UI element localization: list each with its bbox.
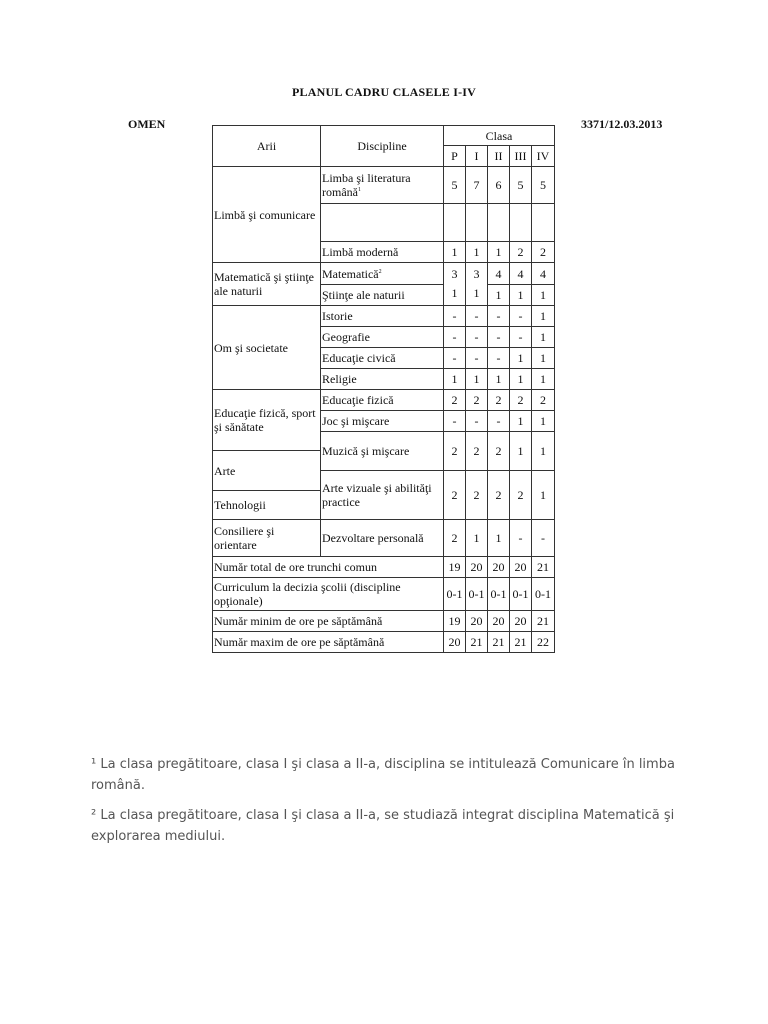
area-limba: Limbă şi comunicare <box>213 167 321 263</box>
discipline-name: Limbă modernă <box>321 242 444 263</box>
table-row <box>213 167 555 204</box>
cds-row <box>213 578 555 611</box>
hours-cell: 0-1 <box>466 578 488 611</box>
hours-cell: 2 <box>466 390 488 411</box>
hours-cell: 1 <box>488 242 510 263</box>
hours-cell: 20 <box>510 611 532 632</box>
table-row <box>213 520 555 557</box>
minimum-row <box>213 611 555 632</box>
grade-header: II <box>488 146 510 167</box>
hours-cell: 21 <box>532 611 555 632</box>
hours-cell: 2 <box>488 390 510 411</box>
discipline-name: Ştiinţe ale naturii <box>321 285 444 306</box>
discipline-name: Muzică şi mişcare <box>321 432 444 471</box>
hours-cell: 7 <box>466 167 488 204</box>
area-consiliere: Consiliere şi orientare <box>213 520 321 557</box>
discipline-name <box>321 204 444 242</box>
discipline-name: Geografie <box>321 327 444 348</box>
hours-cell: 1 <box>510 285 532 306</box>
hours-cell: 0-1 <box>444 578 466 611</box>
hours-cell: - <box>510 327 532 348</box>
discipline-name: Dezvoltare personală <box>321 520 444 557</box>
discipline-name: Matematică$^2$ <box>321 263 444 285</box>
hours-cell: 20 <box>444 632 466 653</box>
total-label: Număr total de ore trunchi comun <box>213 557 444 578</box>
footnote-ref: 2 <box>378 268 382 275</box>
hours-cell: 2 <box>444 390 466 411</box>
table-row <box>213 390 555 411</box>
hours-cell: 20 <box>510 557 532 578</box>
hours-cell: 22 <box>532 632 555 653</box>
hours-cell: - <box>488 306 510 327</box>
maximum-row <box>213 632 555 653</box>
table-row <box>213 263 555 285</box>
hours-cell: 1 <box>510 432 532 471</box>
discipline-name: Educaţie fizică <box>321 390 444 411</box>
hours-cell: 20 <box>466 557 488 578</box>
hours-cell: 0-1 <box>510 578 532 611</box>
area-om-societate: Om şi societate <box>213 306 321 390</box>
hours-cell: 2 <box>510 242 532 263</box>
hours-cell: 1 <box>532 348 555 369</box>
hours-cell-combined: 3 1 <box>466 263 488 306</box>
hours-cell: 20 <box>488 557 510 578</box>
header-discipline: Discipline <box>321 126 444 167</box>
hours-cell <box>444 204 466 242</box>
hours-cell: 2 <box>466 432 488 471</box>
ministry-reference: OMEN <box>128 117 166 131</box>
hours-cell: 1 <box>532 471 555 520</box>
hours-cell <box>466 204 488 242</box>
discipline-name: Limba şi literatura română$^1$ <box>321 167 444 204</box>
hours-cell: 1 <box>488 369 510 390</box>
grade-header: III <box>510 146 532 167</box>
grade-header: IV <box>532 146 555 167</box>
hours-cell: 1 <box>532 432 555 471</box>
hours-cell: - <box>466 306 488 327</box>
hours-cell <box>488 204 510 242</box>
hours-cell: 19 <box>444 611 466 632</box>
hours-cell: 21 <box>488 632 510 653</box>
hours-cell: - <box>488 327 510 348</box>
hours-cell: 4 <box>510 263 532 285</box>
area-tehnologii: Tehnologii <box>213 491 321 520</box>
hours-cell: - <box>444 327 466 348</box>
hours-cell: 2 <box>444 471 466 520</box>
footnote-2: ² La clasa pregătitoare, clasa I şi clasa a II-a, se studiază integrat disciplina Matematică şi explorarea mediului. <box>91 808 675 844</box>
hours-cell: 1 <box>466 520 488 557</box>
hours-cell: - <box>510 520 532 557</box>
footnotes <box>91 754 691 856</box>
hours-cell <box>510 204 532 242</box>
hours-cell: - <box>532 520 555 557</box>
hours-cell: 1 <box>532 327 555 348</box>
hours-cell: 21 <box>532 557 555 578</box>
header-arii: Arii <box>213 126 321 167</box>
hours-cell: 1 <box>510 411 532 432</box>
area-arte: Arte <box>213 451 321 491</box>
hours-cell: 2 <box>510 390 532 411</box>
hours-cell: 1 <box>532 306 555 327</box>
minimum-label: Număr minim de ore pe săptămână <box>213 611 444 632</box>
discipline-name: Educaţie civică <box>321 348 444 369</box>
discipline-name: Joc şi mişcare <box>321 411 444 432</box>
hours-cell: - <box>488 411 510 432</box>
hours-cell <box>532 204 555 242</box>
hours-cell: 1 <box>488 285 510 306</box>
hours-cell: 4 <box>488 263 510 285</box>
hours-cell: 1 <box>510 369 532 390</box>
hours-cell: 0-1 <box>532 578 555 611</box>
hours-cell: 1 <box>466 242 488 263</box>
hours-cell: 1 <box>532 285 555 306</box>
hours-cell: 2 <box>488 432 510 471</box>
hours-cell: 6 <box>488 167 510 204</box>
hours-cell: 21 <box>510 632 532 653</box>
grade-header: I <box>466 146 488 167</box>
area-educatie-fizica: Educaţie fizică, sport şi sănătate <box>213 390 321 451</box>
discipline-name: Religie <box>321 369 444 390</box>
hours-cell: - <box>488 348 510 369</box>
hours-cell: 5 <box>510 167 532 204</box>
hours-cell: 0-1 <box>488 578 510 611</box>
hours-cell: 2 <box>532 242 555 263</box>
hours-cell: 1 <box>532 411 555 432</box>
hours-cell: - <box>466 348 488 369</box>
header-row <box>213 126 555 146</box>
hours-cell: 1 <box>510 348 532 369</box>
hours-cell: 2 <box>444 520 466 557</box>
hours-cell: 4 <box>532 263 555 285</box>
hours-cell: 1 <box>532 369 555 390</box>
area-matematica: Matematică şi ştiinţe ale naturii <box>213 263 321 306</box>
hours-cell: 2 <box>488 471 510 520</box>
total-row <box>213 557 555 578</box>
maximum-label: Număr maxim de ore pe săptămână <box>213 632 444 653</box>
curriculum-table <box>212 125 555 653</box>
hours-cell: 1 <box>444 369 466 390</box>
hours-cell: 5 <box>532 167 555 204</box>
hours-cell: 1 <box>466 369 488 390</box>
discipline-name: Arte vizuale şi abilităţi practice <box>321 471 444 520</box>
hours-cell: 5 <box>444 167 466 204</box>
hours-cell: - <box>444 411 466 432</box>
hours-cell: - <box>466 411 488 432</box>
hours-cell: 19 <box>444 557 466 578</box>
hours-cell: 2 <box>444 432 466 471</box>
hours-cell: 1 <box>444 242 466 263</box>
grade-header: P <box>444 146 466 167</box>
document-title: PLANUL CADRU CLASELE I-IV <box>291 85 477 99</box>
cds-label: Curriculum la decizia şcolii (discipline opţionale) <box>213 578 444 611</box>
hours-cell-combined: 3 1 <box>444 263 466 306</box>
hours-cell: - <box>466 327 488 348</box>
table-row <box>213 306 555 327</box>
discipline-name: Istorie <box>321 306 444 327</box>
hours-cell: 21 <box>466 632 488 653</box>
hours-cell: 2 <box>532 390 555 411</box>
footnote-ref: 1 <box>357 187 361 193</box>
hours-cell: 20 <box>466 611 488 632</box>
hours-cell: 2 <box>510 471 532 520</box>
hours-cell: - <box>444 306 466 327</box>
hours-cell: - <box>444 348 466 369</box>
footnote-1: ¹ La clasa pregătitoare, clasa I şi clasa a II-a, disciplina se intitulează Comunicare în limba română. <box>91 757 675 793</box>
hours-cell: 1 <box>488 520 510 557</box>
hours-cell: - <box>510 306 532 327</box>
header-clasa: Clasa <box>444 126 555 146</box>
hours-cell: 20 <box>488 611 510 632</box>
order-reference: 3371/12.03.2013 <box>581 117 663 131</box>
hours-cell: 2 <box>466 471 488 520</box>
